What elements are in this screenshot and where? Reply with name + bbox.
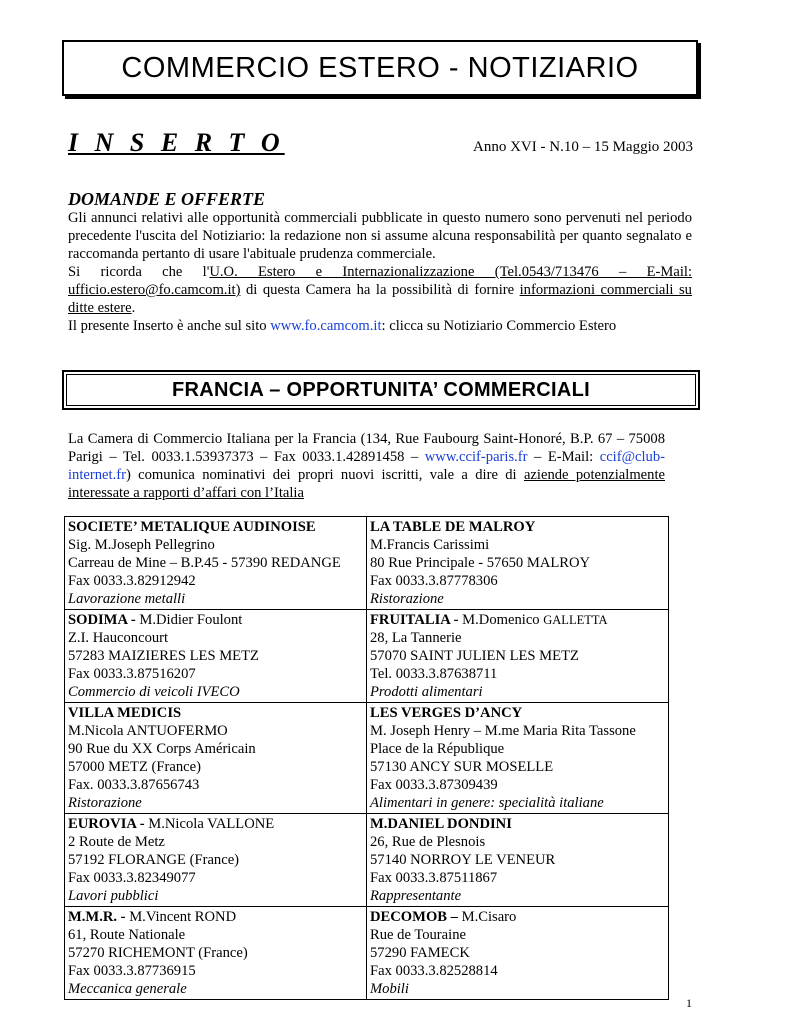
company-name: SOCIETE’ METALIQUE AUDINOISE <box>68 519 316 535</box>
section-title: FRANCIA – OPPORTUNITA’ COMMERCIALI <box>172 378 590 401</box>
company-detail-line: M.Francis Carissimi <box>370 537 490 553</box>
company-contact-surname: GALLETTA <box>543 613 608 627</box>
company-detail-line: 57070 SAINT JULIEN LES METZ <box>370 648 579 664</box>
company-detail-line: 57290 FAMECK <box>370 945 470 961</box>
company-cell <box>367 517 669 610</box>
company-sector: Lavori pubblici <box>68 888 159 904</box>
table-row <box>65 814 669 907</box>
page-number: 1 <box>686 996 692 1010</box>
section-title-box <box>62 370 700 410</box>
company-cell <box>367 703 669 814</box>
company-detail-line: Place de la République <box>370 741 505 757</box>
ccif-email-link[interactable]: ccif@club-internet.fr <box>68 449 666 483</box>
company-cell <box>367 907 669 1000</box>
newsletter-title: COMMERCIO ESTERO - NOTIZIARIO <box>121 51 639 84</box>
company-contact: M.Cisaro <box>457 909 517 925</box>
ccif-website-link[interactable]: www.ccif-paris.fr <box>424 449 528 465</box>
company-detail-line: 90 Rue du XX Corps Américain <box>68 741 256 757</box>
company-name: M.DANIEL DONDINI <box>370 816 512 832</box>
company-detail-line: 57140 NORROY LE VENEUR <box>370 852 556 868</box>
issue-date: Anno XVI - N.10 – 15 Maggio 2003 <box>473 139 693 155</box>
company-detail-line: Carreau de Mine – B.P.45 - 57390 REDANGE <box>68 555 341 571</box>
company-contact: M.Nicola VALLONE <box>144 816 275 832</box>
company-sector: Rappresentante <box>370 888 462 904</box>
company-sector: Ristorazione <box>68 795 142 811</box>
company-detail-line: 61, Route Nationale <box>68 927 186 943</box>
company-detail-line: M.Nicola ANTUOFERMO <box>68 723 228 739</box>
company-name-line <box>370 611 665 629</box>
company-name-line <box>68 815 363 833</box>
company-name-line <box>68 908 363 926</box>
table-row <box>65 610 669 703</box>
company-sector: Commercio di veicoli IVECO <box>68 684 240 700</box>
company-detail-line: 57283 MAIZIERES LES METZ <box>68 648 259 664</box>
table-row <box>65 907 669 1000</box>
company-sector: Meccanica generale <box>68 981 187 997</box>
company-detail-line: Fax 0033.3.82349077 <box>68 870 196 886</box>
company-detail-line: Z.I. Hauconcourt <box>68 630 169 646</box>
company-name: SODIMA - <box>68 612 136 628</box>
company-name-line <box>68 518 363 536</box>
company-cell <box>65 907 367 1000</box>
newsletter-title-box <box>62 40 698 96</box>
informazioni-commerciali-link[interactable]: informazioni commerciali su ditte estere <box>68 282 692 316</box>
company-detail-line: 57130 ANCY SUR MOSELLE <box>370 759 554 775</box>
company-contact: M.Didier Foulont <box>135 612 243 628</box>
company-name-line <box>370 908 665 926</box>
company-detail-line: Fax 0033.3.87736915 <box>68 963 196 979</box>
company-sector: Prodotti alimentari <box>370 684 483 700</box>
intro-text <box>68 209 692 335</box>
company-detail-line: 57270 RICHEMONT (France) <box>68 945 248 961</box>
company-detail-line: 28, La Tannerie <box>370 630 462 646</box>
camcom-website-link[interactable]: www.fo.camcom.it <box>270 318 382 334</box>
company-sector: Ristorazione <box>370 591 444 607</box>
company-contact: M.Vincent ROND <box>125 909 237 925</box>
company-cell <box>65 517 367 610</box>
company-sector: Alimentari in genere: specialità italiane <box>370 795 604 811</box>
company-name: LES VERGES D’ANCY <box>370 705 523 721</box>
disclaimer-paragraph: Gli annunci relativi alle opportunità commerciali pubblicate in questo numero sono pervenuti nel periodo precedente l'uscita del Notiziario: la redazione non si assume alcuna responsabilità per quanto segnalato e raccomanda pertanto di usare l'abituale prudenza commerciale. <box>68 210 692 262</box>
company-cell <box>65 703 367 814</box>
company-detail-line: 26, Rue de Plesnois <box>370 834 486 850</box>
company-cell <box>367 814 669 907</box>
company-cell <box>65 610 367 703</box>
company-detail-line: Fax 0033.3.87511867 <box>370 870 498 886</box>
table-row <box>65 703 669 814</box>
company-detail-line: 80 Rue Principale - 57650 MALROY <box>370 555 591 571</box>
website-paragraph: Il presente Inserto è anche sul sito www.fo.camcom.it: clicca su Notiziario Commercio Estero <box>68 318 617 334</box>
company-detail-line: Rue de Touraine <box>370 927 466 943</box>
company-sector: Lavorazione metalli <box>68 591 186 607</box>
company-cell <box>367 610 669 703</box>
company-contact: M.Domenico <box>458 612 544 628</box>
company-detail-line: 57192 FLORANGE (France) <box>68 852 240 868</box>
company-name-line <box>370 518 665 536</box>
company-detail-line: Fax 0033.3.87309439 <box>370 777 498 793</box>
company-detail-line: Fax. 0033.3.87656743 <box>68 777 200 793</box>
inserto-label: I N S E R T O <box>68 128 285 157</box>
company-detail-line: M. Joseph Henry – M.me Maria Rita Tassone <box>370 723 636 739</box>
company-detail-line: Sig. M.Joseph Pellegrino <box>68 537 215 553</box>
company-detail-line: Fax 0033.3.82912942 <box>68 573 196 589</box>
company-name-line <box>68 611 363 629</box>
company-name: DECOMOB – <box>370 909 458 925</box>
company-detail-line: Fax 0033.3.87516207 <box>68 666 196 682</box>
companies-table <box>64 516 669 1000</box>
company-name: FRUITALIA - <box>370 612 459 628</box>
company-detail-line: 57000 METZ (France) <box>68 759 201 775</box>
uo-estero-link[interactable]: U.O. Estero e Internazionalizzazione (Tel.0543/713476 – E-Mail: ufficio.estero@fo.camcom.it) <box>68 264 693 298</box>
company-detail-line: Tel. 0033.3.87638711 <box>370 666 498 682</box>
camera-paragraph: La Camera di Commercio Italiana per la Francia (134, Rue Faubourg Saint-Honoré, B.P. 67 – 75008 Parigi – Tel. 0033.1.53937373 – Fax 0033.1.42891458 – www.ccif-paris.fr – E-Mail: ccif@club-internet.fr) comunica nominativi dei propri nuovi iscritti, vale a dire di aziende potenzialmente interessate a rapporti d’affari con l’Italia <box>68 431 666 501</box>
company-detail-line: 2 Route de Metz <box>68 834 165 850</box>
company-name: M.M.R. - <box>68 909 126 925</box>
company-detail-line: Fax 0033.3.87778306 <box>370 573 498 589</box>
info-paragraph: Si ricorda che l'U.O. Estero e Internazionalizzazione (Tel.0543/713476 – E-Mail: ufficio.estero@fo.camcom.it) di questa Camera ha la possibilità di fornire informazioni commerciali su ditte estere. <box>68 264 693 316</box>
company-cell <box>65 814 367 907</box>
company-name-line <box>68 704 363 722</box>
company-sector: Mobili <box>370 981 409 997</box>
table-row <box>65 517 669 610</box>
company-name-line <box>370 815 665 833</box>
domande-heading: DOMANDE E OFFERTE <box>68 189 266 209</box>
company-name: VILLA MEDICIS <box>68 705 182 721</box>
company-name: EUROVIA - <box>68 816 145 832</box>
company-detail-line: Fax 0033.3.82528814 <box>370 963 498 979</box>
company-name: LA TABLE DE MALROY <box>370 519 536 535</box>
company-name-line <box>370 704 665 722</box>
